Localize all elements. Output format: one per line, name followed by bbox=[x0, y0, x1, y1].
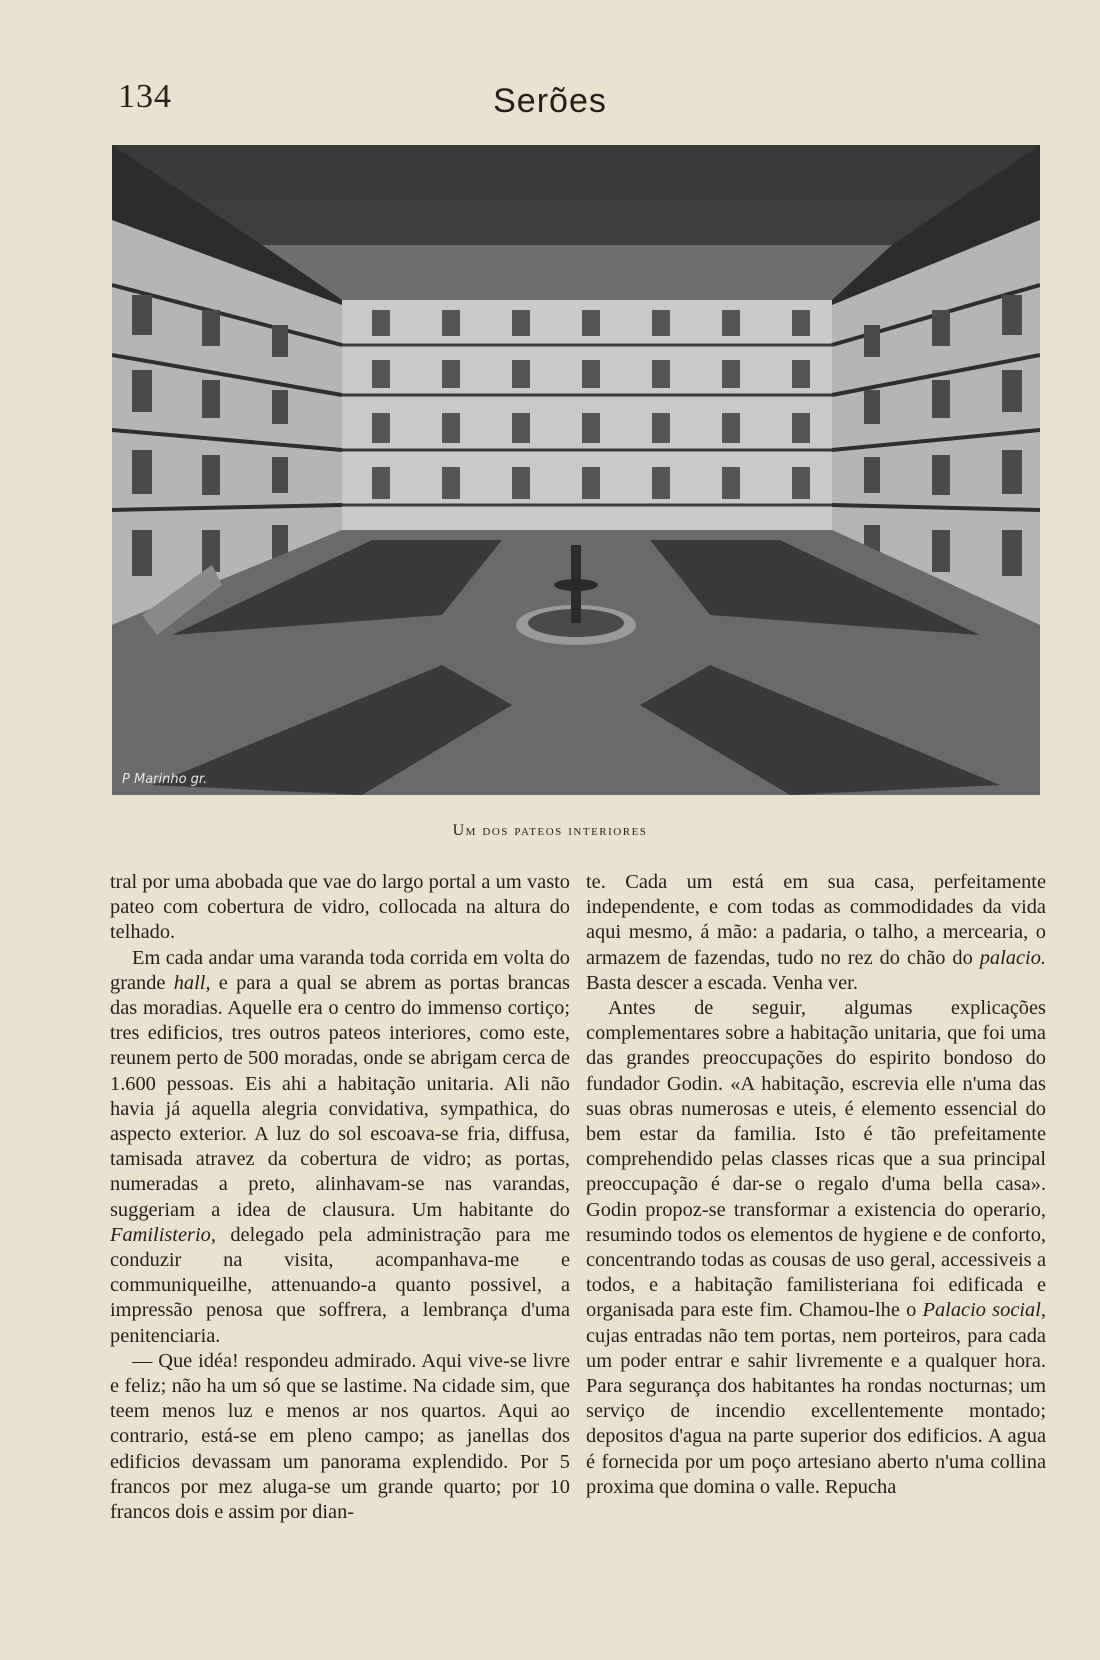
engraver-credit: P Marinho gr. bbox=[122, 772, 208, 787]
courtyard-illustration bbox=[112, 145, 1040, 795]
right-column bbox=[586, 870, 1046, 1500]
left-paragraph-3: — Que idéa! respondeu admirado. Aqui vive-se livre e feliz; não ha um só que se lastime. Na cidade sim, que teem menos luz e menos ar nos quartos. Aqui ao contrario, está-se em pleno campo; as janellas dos edificios devassam um panorama explendido. Por 5 francos por mez aluga-se um grande quarto; por 10 francos dois e assim por dian- bbox=[110, 1349, 570, 1524]
right-paragraph-2: Antes de seguir, algumas explicações complementares sobre a habitação unitaria, que foi uma das grandes preoccupações do espirito bondoso do fundador Godin. «A habitação, escrevia elle n'uma das suas obras numerosas e uteis, é elemento essencial do bem estar da familia. Isto é tão prefeitamente comprehendido pelas classes ricas que a sua principal preoccupação é dar-se o regalo d'uma bella casa». Godin propoz-se transformar a existencia do operario, resumindo todos os elementos de hygiene e de conforto, concentrando todas as cousas de uso geral, accessiveis a todos, e a habitação familisteriana foi edificada e organisada para este fim. Chamou-lhe o Palacio social, cujas entradas não tem portas, nem porteiros, para cada um poder entrar e sahir livremente e a qualquer hora. Para segurança dos habitantes ha rondas nocturnas; um serviço de incendio excellentemente montado; depositos d'agua na parte superior dos edificios. A agua é fornecida por um poço artesiano aberto n'uma collina proxima que domina o valle. Repucha bbox=[586, 997, 1046, 1498]
left-paragraph-1: tral por uma abobada que vae do largo portal a um vasto pateo com cobertura de vidro, collocada na altura do telhado. bbox=[110, 871, 570, 944]
page-number: 134 bbox=[118, 78, 172, 115]
left-paragraph-2: Em cada andar uma varanda toda corrida em volta do grande hall, e para a qual se abrem as portas brancas das moradias. Aquelle era o centro do immenso cortiço; tres edificios, tres outros pateos interiores, como este, reunem perto de 500 moradas, onde se abrigam cerca de 1.600 pessoas. Eis ahi a habitação unitaria. Ali não havia já aquella alegria convidativa, sympathica, do aspecto exterior. A luz do sol escoava-se fria, diffusa, tamisada atravez da cobertura de vidro; as portas, numeradas a preto, alinhavam-se nas varandas, suggeriam a idea de clausura. Um habitante do Familisterio, delegado pela administração para me conduzir na visita, acompanhava-me e communiqueilhe, attenuando-a quanto possivel, a impressão penosa que soffrera, a lembrança d'uma penitenciaria. bbox=[110, 946, 570, 1347]
running-title: Serões bbox=[493, 82, 607, 120]
figure-caption: Um dos pateos interiores bbox=[452, 822, 648, 839]
left-column bbox=[110, 870, 570, 1525]
courtyard-photograph bbox=[112, 145, 1040, 795]
right-paragraph-1: te. Cada um está em sua casa, perfeitamente independente, e com todas as commodidades da vida aqui mesmo, á mão: a padaria, o talho, a mercearia, o armazem de fazendas, tudo no rez do chão do palacio. Basta descer a escada. Venha ver. bbox=[586, 871, 1046, 994]
